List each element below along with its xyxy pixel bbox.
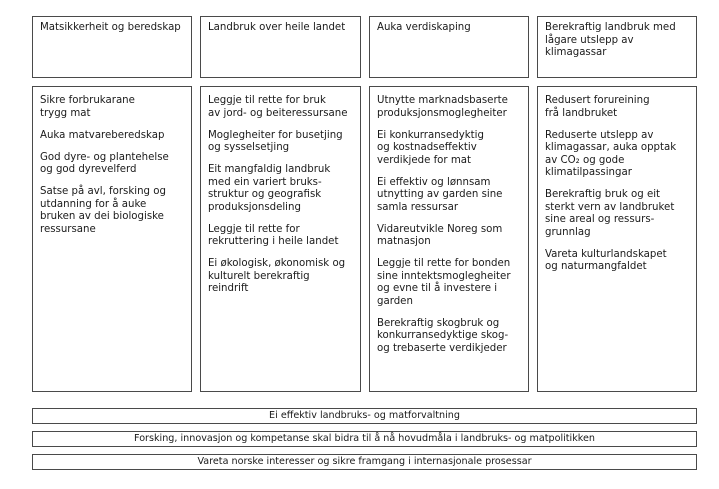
heading-box-verdiskaping xyxy=(369,16,529,78)
goal-item: Vidareutvikle Noreg som matnasjon xyxy=(377,223,503,247)
heading-verdiskaping: Auka verdiskaping xyxy=(377,22,471,33)
bar-internasjonale: Vareta norske interesser og sikre framgang i internasjonale prosessar xyxy=(32,454,697,470)
heading-box-landbruk xyxy=(200,16,361,78)
heading-matsikkerheit: Matsikkerheit og beredskap xyxy=(40,22,181,33)
goal-item: Satse på avl, forsking og utdanning for å auke bruken av dei biologiske ressursane xyxy=(40,186,166,235)
goal-item: Berekraftig skogbruk og konkurransedyktige skog- og trebaserte verdikjeder xyxy=(377,317,509,354)
goal-item: Ei konkurransedyktig og kostnadseffektiv verdikjede for mat xyxy=(377,129,484,166)
goal-item: Berekraftig bruk og eit sterkt vern av landbruket sine areal og ressurs- grunnlag xyxy=(545,189,675,238)
goal-item: Ei økologisk, økonomisk og kulturelt berekraftig reindrift xyxy=(208,258,346,294)
goal-item: God dyre- og plantehelse og god dyrevelferd xyxy=(40,151,169,175)
goals-box-verdiskaping xyxy=(369,86,529,392)
goals-box-landbruk xyxy=(200,86,361,392)
goal-item: Reduserte utslepp av klimagassar, auka opptak av CO₂ og gode klimatilpassingar xyxy=(545,129,677,178)
goal-item: Leggje til rette for bruk av jord- og beiteressursane xyxy=(208,95,348,119)
heading-box-berekraftig xyxy=(537,16,697,78)
bar-forvaltning: Ei effektiv landbruks- og matforvaltning xyxy=(32,408,697,424)
goal-item: Utnytte marknadsbaserte produksjonsmoglegheiter xyxy=(377,95,508,119)
goal-item: Ei effektiv og lønnsam utnytting av garden sine samla ressursar xyxy=(377,176,503,213)
goals-box-matsikkerheit xyxy=(32,86,192,392)
goal-item: Leggje til rette for bonden sine inntektsmoglegheiter og evne til å investere i garden xyxy=(377,258,511,307)
heading-berekraftig: Berekraftig landbruk med lågare utslepp av klimagassar xyxy=(545,22,676,58)
heading-box-matsikkerheit xyxy=(32,16,192,78)
goal-item: Vareta kulturlandskapet og naturmangfaldet xyxy=(545,248,667,272)
heading-landbruk: Landbruk over heile landet xyxy=(208,22,346,33)
goal-item: Moglegheiter for busetjing og sysselsetjing xyxy=(208,129,343,153)
goal-item: Auka matvareberedskap xyxy=(40,129,165,141)
goals-box-berekraftig xyxy=(537,86,697,392)
bar-forsking: Forsking, innovasjon og kompetanse skal bidra til å nå hovudmåla i landbruks- og matpolitikken xyxy=(32,431,697,447)
goal-item: Redusert forureining frå landbruket xyxy=(545,95,650,119)
goal-item: Leggje til rette for rekruttering i heile landet xyxy=(208,223,339,247)
goal-item: Sikre forbrukarane trygg mat xyxy=(40,95,135,119)
goal-item: Eit mangfaldig landbruk med ein variert bruks- struktur og geografisk produksjonsdeling xyxy=(208,164,331,213)
